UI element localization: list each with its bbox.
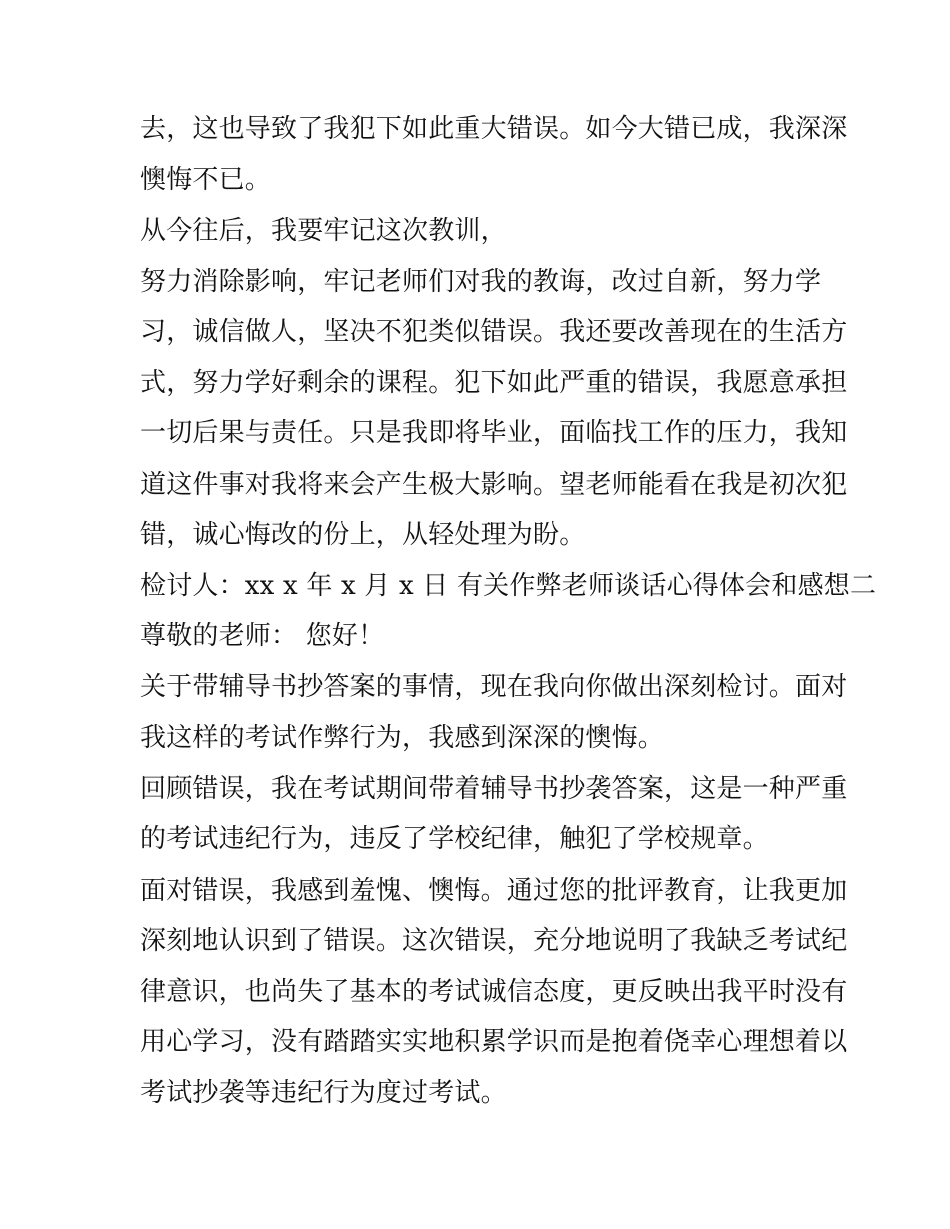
text-line: 律意识，也尚失了基本的考试诚信态度，更反映出我平时没有: [140, 977, 848, 1007]
text-line: 错，诚心悔改的份上，从轻处理为盼。: [140, 520, 586, 550]
text-line: 深刻地认识到了错误。这次错误，充分地说明了我缺乏考试纪: [140, 926, 848, 956]
text-line: 回顾错误，我在考试期间带着辅导书抄袭答案，这是一种严重: [140, 774, 848, 804]
signature-line: 检讨人：xx x 年 x 月 x 日 有关作弊老师谈话心得体会和感想二: [140, 571, 877, 601]
text-line: 我这样的考试作弊行为，我感到深深的懊悔。: [140, 723, 665, 753]
text-line: 关于带辅导书抄答案的事情，现在我向你做出深刻检讨。面对: [140, 672, 848, 702]
text-line: 一切后果与责任。只是我即将毕业，面临找工作的压力，我知: [140, 418, 848, 448]
greeting-line: 尊敬的老师： 您好！: [140, 621, 385, 651]
text-line: 从今往后，我要牢记这次教训，: [140, 216, 507, 246]
text-line: 懊悔不已。: [140, 165, 272, 195]
text-line: 面对错误，我感到羞愧、懊悔。通过您的批评教育，让我更加: [140, 876, 848, 906]
text-line: 的考试违纪行为，违反了学校纪律，触犯了学校规章。: [140, 824, 769, 854]
text-line: 道这件事对我将来会产生极大影响。望老师能看在我是初次犯: [140, 470, 848, 500]
text-line: 考试抄袭等违纪行为度过考试。: [140, 1078, 507, 1108]
text-line: 习，诚信做人，坚决不犯类似错误。我还要改善现在的生活方: [140, 317, 848, 347]
text-line: 式，努力学好剩余的课程。犯下如此严重的错误，我愿意承担: [140, 368, 848, 398]
text-line: 去，这也导致了我犯下如此重大错误。如今大错已成，我深深: [140, 114, 848, 144]
text-line: 用心学习，没有踏踏实实地积累学识而是抱着侥幸心理想着以: [140, 1027, 848, 1057]
text-line: 努力消除影响，牢记老师们对我的教诲，改过自新，努力学: [140, 267, 822, 297]
